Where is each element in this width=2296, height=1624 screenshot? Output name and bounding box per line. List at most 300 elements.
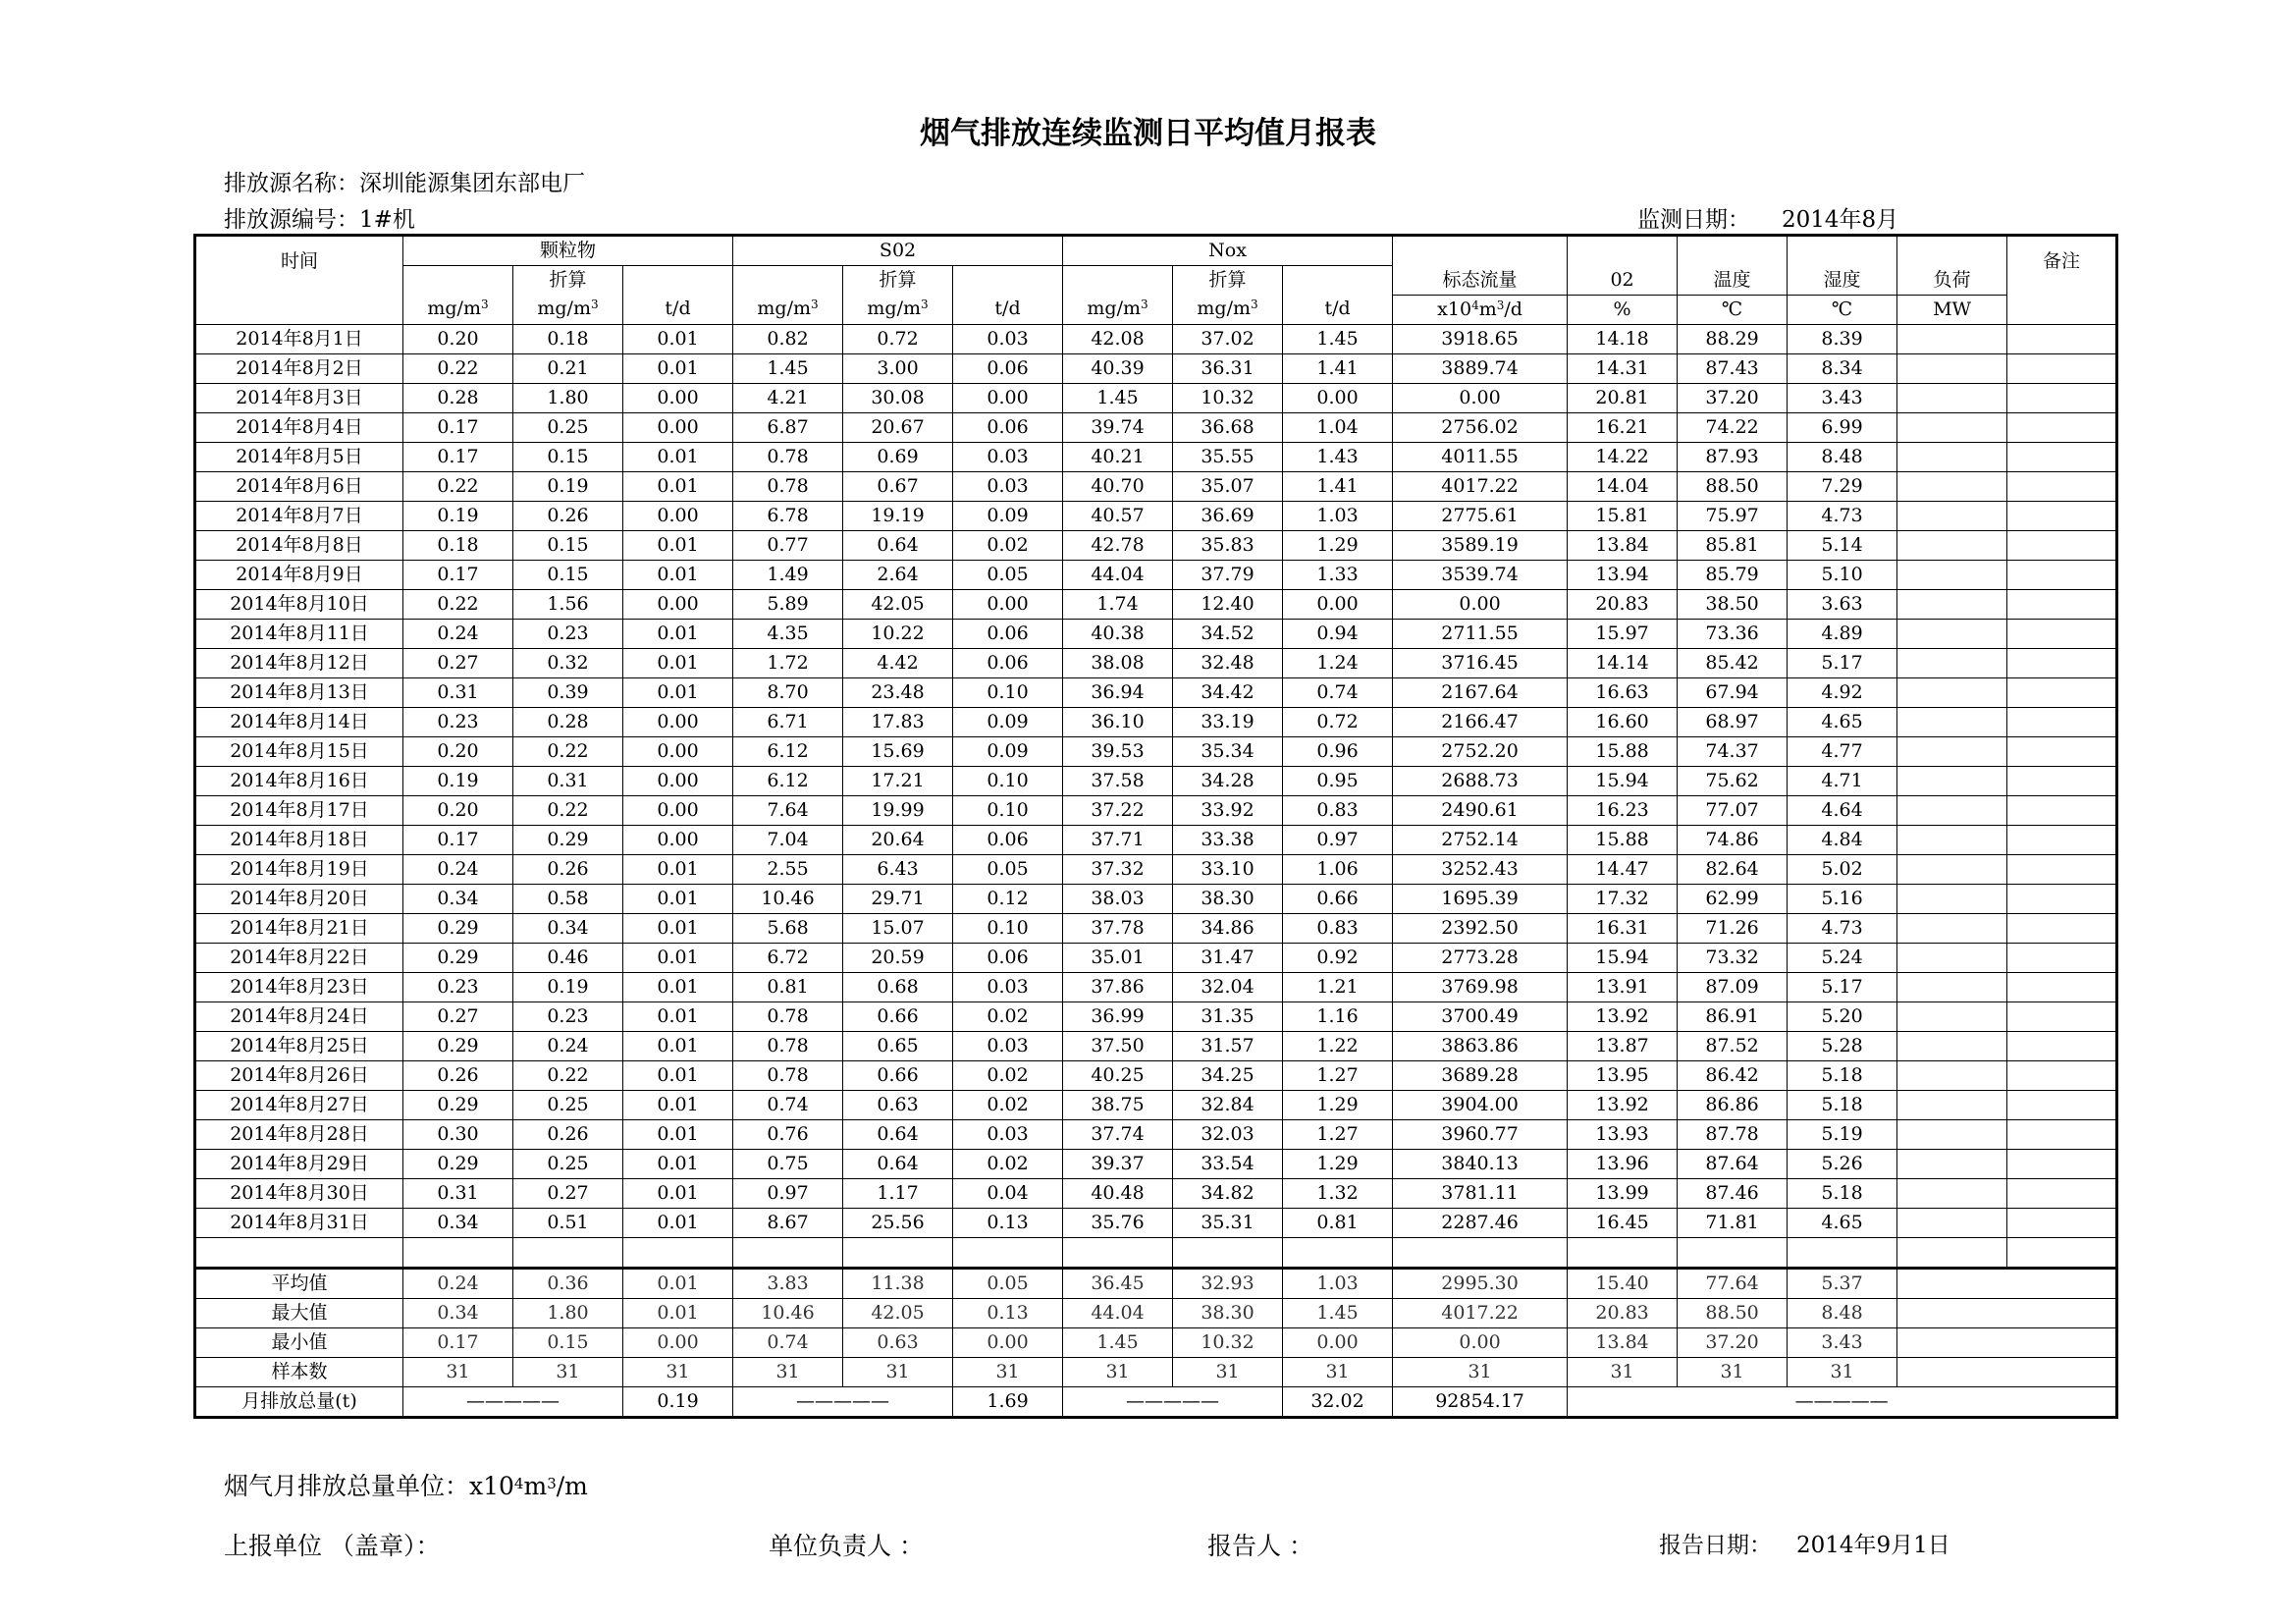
summary-cell: 31	[1788, 1357, 1897, 1386]
data-cell: 17.83	[843, 707, 953, 736]
summary-filler	[1897, 1327, 2117, 1357]
data-cell: 74.22	[1678, 412, 1788, 442]
data-cell	[1897, 854, 2007, 884]
data-cell: 1.27	[1283, 1119, 1393, 1149]
data-cell: 0.21	[513, 353, 623, 383]
summary-cell: 0.00	[623, 1327, 733, 1357]
row-label-cell: 2014年8月4日	[195, 412, 403, 442]
data-cell: 0.02	[953, 1060, 1063, 1090]
data-cell: 1.45	[1063, 383, 1173, 412]
data-cell: 0.27	[403, 1001, 513, 1031]
summary-cell: 77.64	[1678, 1268, 1788, 1298]
data-cell: 0.31	[403, 1178, 513, 1208]
data-cell: 14.31	[1568, 353, 1678, 383]
data-cell: 3716.45	[1393, 648, 1568, 677]
blank-cell	[733, 1237, 843, 1268]
data-cell: 0.95	[1283, 766, 1393, 795]
data-cell	[1897, 825, 2007, 854]
summary-cell: 11.38	[843, 1268, 953, 1298]
summary-cell: 10.32	[1173, 1327, 1283, 1357]
data-cell: 0.75	[733, 1149, 843, 1178]
data-cell	[2007, 677, 2117, 707]
data-cell: 13.92	[1568, 1090, 1678, 1119]
data-cell: 0.22	[403, 471, 513, 501]
data-cell: 15.69	[843, 736, 953, 766]
table-row	[195, 795, 2117, 825]
data-cell: 33.10	[1173, 854, 1283, 884]
report-title: 烟气排放连续监测日平均值月报表	[920, 116, 1376, 151]
data-cell: 0.06	[953, 825, 1063, 854]
data-cell: 16.60	[1568, 707, 1678, 736]
data-cell: 40.57	[1063, 501, 1173, 530]
data-cell: 0.22	[513, 736, 623, 766]
header-flow: 标态流量	[1393, 236, 1568, 296]
data-cell: 0.06	[953, 353, 1063, 383]
data-cell: 0.28	[403, 383, 513, 412]
data-cell: 1.29	[1283, 1149, 1393, 1178]
row-label-cell: 2014年8月19日	[195, 854, 403, 884]
data-cell: 0.51	[513, 1208, 623, 1237]
summary-label-cell: 样本数	[195, 1357, 403, 1386]
data-cell: 2773.28	[1393, 943, 1568, 972]
data-cell: 82.64	[1678, 854, 1788, 884]
data-cell: 0.23	[513, 619, 623, 648]
data-cell: 20.83	[1568, 589, 1678, 619]
blank-cell	[1173, 1237, 1283, 1268]
data-cell: 0.05	[953, 560, 1063, 589]
summary-cell: 37.20	[1678, 1327, 1788, 1357]
summary-cell: 8.48	[1788, 1298, 1897, 1327]
table-row	[195, 943, 2117, 972]
data-cell: 37.78	[1063, 913, 1173, 943]
data-cell: 14.22	[1568, 442, 1678, 471]
data-cell: 40.48	[1063, 1178, 1173, 1208]
summary-cell: 0.05	[953, 1268, 1063, 1298]
data-cell: 36.94	[1063, 677, 1173, 707]
data-cell	[1897, 471, 2007, 501]
data-cell: 2.64	[843, 560, 953, 589]
data-cell: 67.94	[1678, 677, 1788, 707]
data-cell: 0.00	[623, 589, 733, 619]
row-label-cell: 2014年8月29日	[195, 1149, 403, 1178]
summary-cell: 20.83	[1568, 1298, 1678, 1327]
data-cell: 13.94	[1568, 560, 1678, 589]
data-cell: 86.86	[1678, 1090, 1788, 1119]
data-cell: 34.28	[1173, 766, 1283, 795]
data-cell	[1897, 736, 2007, 766]
table-row	[195, 825, 2117, 854]
header-so2: S02	[733, 236, 1063, 266]
data-cell: 0.39	[513, 677, 623, 707]
data-cell	[2007, 1149, 2117, 1178]
data-cell: 36.69	[1173, 501, 1283, 530]
data-cell: 34.42	[1173, 677, 1283, 707]
data-cell: 0.10	[953, 677, 1063, 707]
data-cell: 33.19	[1173, 707, 1283, 736]
table-row	[195, 501, 2117, 530]
data-cell	[1897, 442, 2007, 471]
summary-cell: 31	[843, 1357, 953, 1386]
data-cell	[1897, 1208, 2007, 1237]
summary-cell: 32.93	[1173, 1268, 1283, 1298]
data-cell: 4.42	[843, 648, 953, 677]
data-cell: 4.35	[733, 619, 843, 648]
data-cell: 36.99	[1063, 1001, 1173, 1031]
header-pm: 颗粒物	[403, 236, 733, 266]
table-row	[195, 854, 2117, 884]
data-cell: 17.32	[1568, 884, 1678, 913]
data-cell: 2756.02	[1393, 412, 1568, 442]
table-row	[195, 383, 2117, 412]
data-cell: 0.22	[513, 1060, 623, 1090]
data-cell: 8.34	[1788, 353, 1897, 383]
data-cell: 34.82	[1173, 1178, 1283, 1208]
data-cell: 0.25	[513, 1090, 623, 1119]
data-cell: 20.81	[1568, 383, 1678, 412]
table-row	[195, 442, 2117, 471]
data-cell	[1897, 1119, 2007, 1149]
data-cell: 39.74	[1063, 412, 1173, 442]
data-cell: 87.09	[1678, 972, 1788, 1001]
data-cell: 1.24	[1283, 648, 1393, 677]
data-cell: 5.10	[1788, 560, 1897, 589]
data-cell: 3904.00	[1393, 1090, 1568, 1119]
header-nox-converted: 折算	[1173, 266, 1283, 296]
data-cell	[2007, 442, 2117, 471]
data-cell: 1.33	[1283, 560, 1393, 589]
blank-cell	[623, 1237, 733, 1268]
data-cell: 3960.77	[1393, 1119, 1568, 1149]
data-cell	[2007, 1178, 2117, 1208]
summary-cell: 31	[1678, 1357, 1788, 1386]
data-cell: 0.03	[953, 324, 1063, 353]
data-cell: 0.78	[733, 471, 843, 501]
data-cell: 13.87	[1568, 1031, 1678, 1060]
header-temp: 温度	[1678, 236, 1788, 296]
summary-cell: 88.50	[1678, 1298, 1788, 1327]
data-cell: 3.00	[843, 353, 953, 383]
data-cell: 37.20	[1678, 383, 1788, 412]
data-cell: 0.01	[623, 943, 733, 972]
data-cell	[1897, 501, 2007, 530]
data-cell: 3863.86	[1393, 1031, 1568, 1060]
summary-cell: 15.40	[1568, 1268, 1678, 1298]
data-cell	[1897, 795, 2007, 825]
summary-cell: 2995.30	[1393, 1268, 1568, 1298]
data-cell: 2752.20	[1393, 736, 1568, 766]
data-cell	[1897, 383, 2007, 412]
data-cell	[2007, 530, 2117, 560]
data-cell: 0.97	[733, 1178, 843, 1208]
data-cell: 37.79	[1173, 560, 1283, 589]
data-cell	[1897, 943, 2007, 972]
data-cell: 36.10	[1063, 707, 1173, 736]
data-cell: 0.20	[403, 736, 513, 766]
data-cell: 31.57	[1173, 1031, 1283, 1060]
summary-label-cell: 平均值	[195, 1268, 403, 1298]
footer-unit: 烟气月排放总量单位：$x10^4m^3/m$	[224, 1472, 588, 1500]
data-cell: 19.19	[843, 501, 953, 530]
data-cell: 0.19	[403, 766, 513, 795]
data-cell: 0.72	[843, 324, 953, 353]
row-label-cell: 2014年8月8日	[195, 530, 403, 560]
data-cell: 0.01	[623, 442, 733, 471]
data-cell: 7.04	[733, 825, 843, 854]
data-cell: 0.22	[403, 589, 513, 619]
data-cell: 3252.43	[1393, 854, 1568, 884]
data-cell: 33.38	[1173, 825, 1283, 854]
table-row	[195, 353, 2117, 383]
data-cell: 14.18	[1568, 324, 1678, 353]
footer-leader: 单位负责人 ：	[769, 1532, 924, 1560]
data-cell: 25.56	[843, 1208, 953, 1237]
data-cell: 1.41	[1283, 353, 1393, 383]
data-cell	[2007, 412, 2117, 442]
unit-o2: %	[1568, 295, 1678, 324]
data-cell: 35.01	[1063, 943, 1173, 972]
unit-so2-mg: $mg/m^3$	[733, 295, 843, 324]
data-cell	[1897, 530, 2007, 560]
data-cell: 13.96	[1568, 1149, 1678, 1178]
data-cell: 0.01	[623, 1208, 733, 1237]
data-cell: 37.32	[1063, 854, 1173, 884]
data-cell	[1897, 560, 2007, 589]
data-cell: 5.17	[1788, 648, 1897, 677]
data-cell: 14.47	[1568, 854, 1678, 884]
data-cell: 0.09	[953, 501, 1063, 530]
data-cell: 0.96	[1283, 736, 1393, 766]
table-row	[195, 1149, 2117, 1178]
table-row	[195, 707, 2117, 736]
summary-cell: 31	[513, 1357, 623, 1386]
data-cell: 85.42	[1678, 648, 1788, 677]
data-cell: 0.81	[733, 972, 843, 1001]
data-cell: 0.00	[1393, 589, 1568, 619]
row-label-cell: 2014年8月21日	[195, 913, 403, 943]
summary-cell: 0.74	[733, 1327, 843, 1357]
data-cell: 2167.64	[1393, 677, 1568, 707]
data-cell: 0.30	[403, 1119, 513, 1149]
data-cell: 75.62	[1678, 766, 1788, 795]
data-cell: 0.00	[623, 383, 733, 412]
data-cell: 0.23	[403, 707, 513, 736]
data-cell	[2007, 913, 2117, 943]
data-cell: 42.08	[1063, 324, 1173, 353]
data-cell: 87.43	[1678, 353, 1788, 383]
data-cell: 5.19	[1788, 1119, 1897, 1149]
data-cell: 1.56	[513, 589, 623, 619]
data-cell: 87.46	[1678, 1178, 1788, 1208]
summary-cell: 0.24	[403, 1268, 513, 1298]
data-cell: 0.15	[513, 530, 623, 560]
table-row	[195, 471, 2117, 501]
summary-cell: 0.00	[953, 1327, 1063, 1357]
data-cell: 1.45	[733, 353, 843, 383]
data-cell: 3781.11	[1393, 1178, 1568, 1208]
data-cell: 29.71	[843, 884, 953, 913]
data-cell: 8.70	[733, 677, 843, 707]
data-cell	[2007, 648, 2117, 677]
table-row	[195, 530, 2117, 560]
row-label-cell: 2014年8月30日	[195, 1178, 403, 1208]
unit-pm-conv-mg: $mg/m^3$	[513, 295, 623, 324]
data-cell: 6.72	[733, 943, 843, 972]
summary-cell: 38.30	[1173, 1298, 1283, 1327]
row-label-cell: 2014年8月17日	[195, 795, 403, 825]
data-cell: 16.23	[1568, 795, 1678, 825]
data-cell: 5.18	[1788, 1060, 1897, 1090]
total-pm: 0.19	[623, 1386, 733, 1417]
table-row	[195, 677, 2117, 707]
summary-cell: 1.80	[513, 1298, 623, 1327]
data-cell: 8.67	[733, 1208, 843, 1237]
blank-cell	[1393, 1237, 1568, 1268]
data-cell: 0.29	[403, 943, 513, 972]
data-cell: 5.24	[1788, 943, 1897, 972]
data-cell: 1.29	[1283, 1090, 1393, 1119]
data-cell: 1.32	[1283, 1178, 1393, 1208]
table-row	[195, 589, 2117, 619]
data-cell: 31.35	[1173, 1001, 1283, 1031]
summary-cell: 36.45	[1063, 1268, 1173, 1298]
data-cell	[2007, 736, 2117, 766]
blank-cell	[403, 1237, 513, 1268]
data-cell: 20.59	[843, 943, 953, 972]
data-cell: 38.50	[1678, 589, 1788, 619]
data-cell: 0.83	[1283, 913, 1393, 943]
data-cell	[2007, 972, 2117, 1001]
data-cell: 0.31	[513, 766, 623, 795]
data-cell: 0.01	[623, 1090, 733, 1119]
data-cell: 10.46	[733, 884, 843, 913]
data-cell: 32.48	[1173, 648, 1283, 677]
row-label-cell: 2014年8月28日	[195, 1119, 403, 1149]
footer-reporter-unit: 上报单位 （盖章）：	[224, 1532, 441, 1560]
summary-cell: 31	[1393, 1357, 1568, 1386]
data-cell: 8.39	[1788, 324, 1897, 353]
data-cell: 2688.73	[1393, 766, 1568, 795]
data-cell: 3918.65	[1393, 324, 1568, 353]
data-cell: 10.22	[843, 619, 953, 648]
summary-rows	[195, 1268, 2117, 1386]
data-cell: 0.34	[403, 884, 513, 913]
data-cell: 0.09	[953, 707, 1063, 736]
row-label-cell: 2014年8月20日	[195, 884, 403, 913]
data-cell: 16.63	[1568, 677, 1678, 707]
data-cell: 39.37	[1063, 1149, 1173, 1178]
data-cell: 2490.61	[1393, 795, 1568, 825]
data-cell: 5.28	[1788, 1031, 1897, 1060]
header-pm-converted: 折算	[513, 266, 623, 296]
data-cell: 0.81	[1283, 1208, 1393, 1237]
data-cell	[2007, 471, 2117, 501]
data-cell: 0.00	[623, 707, 733, 736]
data-cell: 7.64	[733, 795, 843, 825]
data-cell: 0.66	[1283, 884, 1393, 913]
data-cell	[1897, 677, 2007, 707]
data-cell: 0.69	[843, 442, 953, 471]
data-cell	[2007, 1001, 2117, 1031]
summary-cell: 0.63	[843, 1327, 953, 1357]
monitoring-table	[193, 234, 2118, 1419]
data-cell	[1897, 619, 2007, 648]
data-cell	[2007, 884, 2117, 913]
data-cell: 5.20	[1788, 1001, 1897, 1031]
data-cell: 0.27	[513, 1178, 623, 1208]
row-label-cell: 2014年8月11日	[195, 619, 403, 648]
data-cell: 0.01	[623, 884, 733, 913]
data-cell: 0.78	[733, 1031, 843, 1060]
table-header	[195, 236, 2117, 325]
data-cell: 2752.14	[1393, 825, 1568, 854]
data-cell: 62.99	[1678, 884, 1788, 913]
data-cell: 40.70	[1063, 471, 1173, 501]
data-cell: 73.36	[1678, 619, 1788, 648]
data-cell: 0.02	[953, 1001, 1063, 1031]
data-cell: 0.68	[843, 972, 953, 1001]
data-cell: 0.32	[513, 648, 623, 677]
data-cell: 0.02	[953, 1090, 1063, 1119]
data-cell: 0.10	[953, 795, 1063, 825]
data-cell	[1897, 1149, 2007, 1178]
summary-filler	[1897, 1268, 2117, 1298]
data-cell: 36.31	[1173, 353, 1283, 383]
footer-reporter: 报告人 ：	[1207, 1532, 1313, 1560]
data-cell: 0.64	[843, 1149, 953, 1178]
data-cell: 37.58	[1063, 766, 1173, 795]
data-cell: 37.86	[1063, 972, 1173, 1001]
data-cell: 5.26	[1788, 1149, 1897, 1178]
data-cell: 0.01	[623, 648, 733, 677]
data-cell: 35.83	[1173, 530, 1283, 560]
row-label-cell: 2014年8月5日	[195, 442, 403, 471]
unit-pm-td: t/d	[623, 295, 733, 324]
data-cell: 44.04	[1063, 560, 1173, 589]
data-cell: 0.25	[513, 412, 623, 442]
summary-filler	[1897, 1357, 2117, 1386]
summary-label-cell: 最小值	[195, 1327, 403, 1357]
data-cell: 0.97	[1283, 825, 1393, 854]
total-so2-dash: —————	[733, 1386, 953, 1417]
data-cell	[1897, 1001, 2007, 1031]
data-cell: 1.21	[1283, 972, 1393, 1001]
summary-cell: 0.00	[1393, 1327, 1568, 1357]
data-cell: 0.18	[513, 324, 623, 353]
data-cell: 0.22	[403, 353, 513, 383]
data-cell: 37.02	[1173, 324, 1283, 353]
total-rest-dash: —————	[1568, 1386, 2117, 1417]
data-cell: 0.10	[953, 766, 1063, 795]
summary-cell: 4017.22	[1393, 1298, 1568, 1327]
data-cell: 0.00	[1283, 589, 1393, 619]
data-cell: 20.67	[843, 412, 953, 442]
summary-row	[195, 1268, 2117, 1298]
data-cell: 0.72	[1283, 707, 1393, 736]
data-cell	[2007, 353, 2117, 383]
data-cell	[2007, 324, 2117, 353]
data-cell: 5.02	[1788, 854, 1897, 884]
blank-cell	[2007, 1237, 2117, 1268]
data-cell: 6.12	[733, 736, 843, 766]
blank-cell	[1063, 1237, 1173, 1268]
data-cell: 0.10	[953, 913, 1063, 943]
data-cell: 0.01	[623, 972, 733, 1001]
data-cell: 1.27	[1283, 1060, 1393, 1090]
data-cell: 0.74	[1283, 677, 1393, 707]
row-label-cell: 2014年8月24日	[195, 1001, 403, 1031]
data-cell: 0.00	[623, 736, 733, 766]
data-cell: 0.01	[623, 560, 733, 589]
